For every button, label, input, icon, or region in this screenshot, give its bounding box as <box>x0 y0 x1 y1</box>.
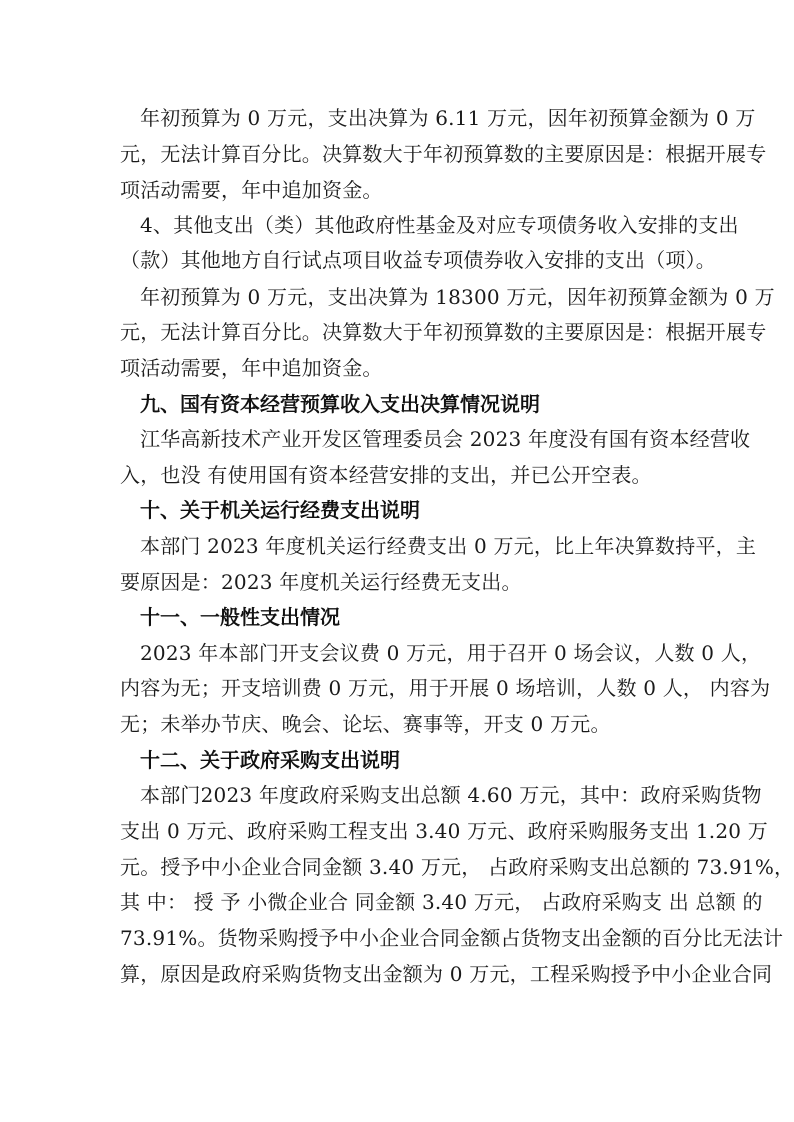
paragraph-line: 元，无法计算百分比。决算数大于年初预算数的主要原因是：根据开展专 <box>120 142 767 166</box>
paragraph-line: 项活动需要，年中追加资金。 <box>120 356 383 380</box>
paragraph-line: 内容为无；开支培训费 0 万元，用于开展 0 场培训，人数 0 人， 内容为 <box>120 676 771 700</box>
paragraph-line: 元，无法计算百分比。决算数大于年初预算数的主要原因是：根据开展专 <box>120 320 767 344</box>
paragraph-line: 73.91%。货物采购授予中小企业合同金额占货物支出金额的百分比无法计 <box>120 926 784 950</box>
section-heading: 九、国有资本经营预算收入支出决算情况说明 <box>140 392 540 416</box>
paragraph-line: （款）其他地方自行试点项目收益专项债券收入安排的支出（项）。 <box>120 248 716 272</box>
section-heading: 十二、关于政府采购支出说明 <box>140 748 400 772</box>
paragraph-line: 4、其他支出（类）其他政府性基金及对应专项债务收入安排的支出 <box>140 213 739 237</box>
paragraph-line: 江华高新技术产业开发区管理委员会 2023 年度没有国有资本经营收 <box>140 427 751 451</box>
paragraph-line: 年初预算为 0 万元，支出决算为 6.11 万元，因年初预算金额为 0 万 <box>140 106 756 130</box>
paragraph-line: 2023 年本部门开支会议费 0 万元，用于召开 0 场会议，人数 0 人， <box>140 641 762 665</box>
paragraph-line: 支出 0 万元、政府采购工程支出 3.40 万元、政府采购服务支出 1.20 万 <box>120 819 768 843</box>
paragraph-line: 要原因是：2023 年度机关运行经费无支出。 <box>120 570 522 594</box>
paragraph-line: 元。授予中小企业合同金额 3.40 万元， 占政府采购支出总额的 73.91%， <box>120 855 794 879</box>
paragraph-line: 其 中： 授 予 小微企业合 同金额 3.40 万元， 占政府采购支 出 总额 的 <box>120 890 763 914</box>
paragraph-line: 本部门 2023 年度机关运行经费支出 0 万元，比上年决算数持平，主 <box>140 534 757 558</box>
paragraph-line: 本部门2023 年度政府采购支出总额 4.60 万元，其中：政府采购货物 <box>140 783 762 807</box>
paragraph-line: 无；未举办节庆、晚会、论坛、赛事等，开支 0 万元。 <box>120 712 611 736</box>
paragraph-line: 项活动需要，年中追加资金。 <box>120 178 383 202</box>
section-heading: 十、关于机关运行经费支出说明 <box>140 498 420 522</box>
paragraph-line: 入，也没 有使用国有资本经营安排的支出，并已公开空表。 <box>120 463 652 487</box>
section-heading: 十一、一般性支出情况 <box>140 605 340 629</box>
paragraph-line: 年初预算为 0 万元，支出决算为 18300 万元，因年初预算金额为 0 万 <box>140 285 775 309</box>
paragraph-line: 算，原因是政府采购货物支出金额为 0 万元，工程采购授予中小企业合同 <box>120 962 773 986</box>
